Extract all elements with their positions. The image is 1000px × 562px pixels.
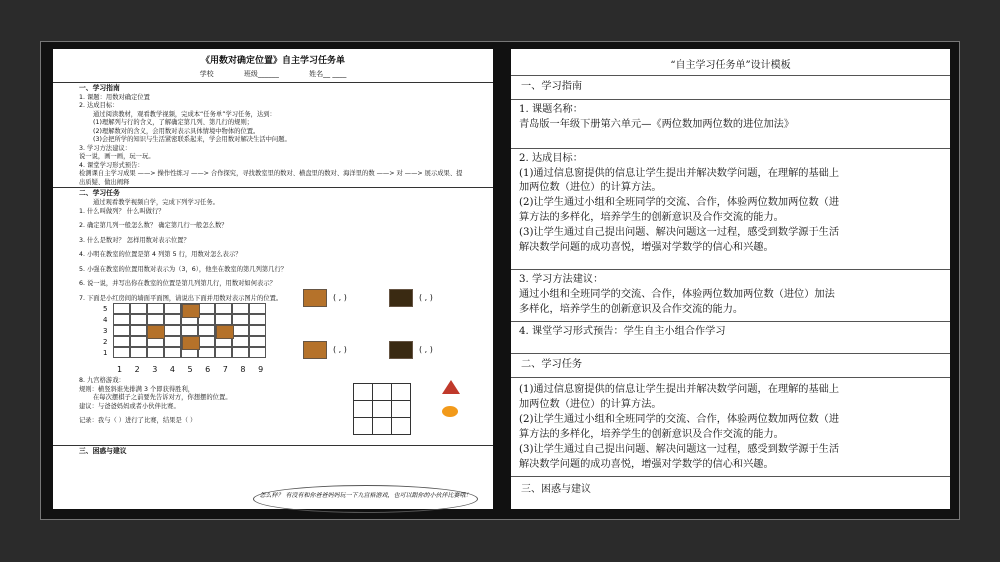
guide-line: 2. 达成目标： [79,102,119,110]
tic-tac-toe-section [53,377,493,437]
grid-cell [164,314,181,325]
method-line: 通过小组和全班同学的交流、合作，体验两位数加两位数（进位）加法 [519,288,835,300]
guide-line: 通过阅读教材，观看教学视频，完成本“任务单”学习任务，达到： [93,110,276,118]
grid-cell [164,325,181,336]
task-line: (3)让学生通过自己提出问题、解决问题这一过程，感受到数学源于生活 [519,443,840,455]
grid-cell [232,314,249,325]
task-line: 5. 小强在教室的位置用数对表示为（3，6），他坐在教室的第几列第几行？ [79,265,288,273]
goal-line: (2)让学生通过小组和全班同学的交流、合作，体验两位数加两位数（进 [519,197,840,209]
grid-cell [147,303,164,314]
guide-line: 1. 课题：用数对确定位置 [79,93,150,101]
task-line: (2)让学生通过小组和全班同学的交流、合作，体验两位数加两位数（进 [519,414,840,426]
picture-4 [389,341,413,359]
right-course-cell [511,100,950,149]
grid-cell [232,325,249,336]
right-method-cell [511,270,950,322]
template-right [511,49,950,509]
picture-2 [389,289,413,307]
left-title: 《用数对确定位置》自主学习任务单 [200,56,345,66]
task-line: 通过观看教学视频自学，完成下列学习任务。 [93,199,219,207]
grid-cell [198,336,215,347]
red-triangle-piece [442,380,460,394]
grid-cell [232,336,249,347]
goal-line: 加两位数（进位）的计算方法。 [519,182,662,194]
grid-cell [198,314,215,325]
class-label: 班级______ [243,70,279,79]
grid-cell [215,347,232,358]
guide-line: 检测课自主学习成果 ——> 操作性练习 ——> 合作探究，寻找教室里的数对、横盘里的数对、海洋里的数 ——> 对 ——> 展示成果、提出质疑、做出阐释 [79,170,463,186]
left-section-tasks: 二、学习任务 [53,187,493,199]
grid-cell [147,347,164,358]
task-line: 解决数学问题的成功喜悦，增强对学数学的信心和兴趣。 [519,458,774,470]
goal-line: (3)让学生通过自己提出问题、解决问题这一过程，感受到数学源于生活 [519,227,840,239]
grid-cell [113,325,130,336]
y-tick: 1 [103,349,108,358]
picture-1 [303,289,327,307]
grid-cell [113,347,130,358]
grid-cell [130,325,147,336]
course-label: 1. 课题名称： [519,103,583,115]
goal-label: 2. 达成目标： [519,152,583,164]
task-line: 1. 什么叫做列？ 什么叫做行？ [79,207,165,215]
right-title: “自主学习任务单”设计模板 [511,49,950,76]
task8-line: 建议：与爸爸妈妈或者小伙伴比赛。 [79,402,180,410]
grid-cell [249,303,266,314]
grid-cell [164,336,181,347]
right-section-tasks: 二、学习任务 [511,354,950,378]
task-line: 加两位数（进位）的计算方法。 [519,399,662,411]
method-line: 多样化，培养学生的创新意识及合作交流的能力。 [519,303,744,315]
right-section-guide: 一、学习指南 [511,76,950,100]
coord-blank: ( , ) [419,293,433,303]
x-axis-ticks: 1 2 3 4 5 6 7 8 9 [117,365,269,375]
task-line: (1)通过信息窗提供的信息让学生提出并解决数学问题，在理解的基础上 [519,384,840,396]
task-line: 算方法的多样化，培养学生的创新意识及合作交流的能力。 [519,429,784,441]
grid-cell [113,336,130,347]
school-label: 学校 [199,70,214,79]
y-tick: 3 [103,327,108,336]
grid-cell [181,325,198,336]
wall-picture [182,304,200,318]
coord-blank: ( , ) [333,293,347,303]
grid-cell [198,347,215,358]
grid-cell [249,314,266,325]
guide-line: (3)会把所学的知识与生活紧密联系起来，学会用数对解决生活中问题。 [93,136,291,144]
wall-picture [216,325,234,339]
task8-line: 在每次摆棋子之前要先告诉对方，你想摆的位置。 [93,394,232,402]
left-section-guide: 一、学习指南 [53,82,493,94]
task-line: 6. 说一说，并写出你在教室的位置是第几列第几行，用数对如何表示？ [79,280,276,288]
grid-cell [130,347,147,358]
grid-cell [198,325,215,336]
grid-cell [215,314,232,325]
left-section-feedback: 三、困惑与建议 [53,445,493,457]
guide-line: (2)理解数对的含义，会用数对表示具体情境中物体的位置。 [93,127,260,135]
task8-line: 规则：横竖斜谁先排满 3 个即获得胜利， [79,385,195,393]
grid-cell [147,314,164,325]
task8-line: 8. 九宫格游戏： [79,377,125,385]
grid-cell [249,336,266,347]
guide-line: 3. 学习方法建议： [79,144,132,152]
grid-cell [232,303,249,314]
grid-cell [232,347,249,358]
grid-cell [113,303,130,314]
guide-line: (1)理解列与行的含义，了解确定第几列、第几行的规则； [93,119,254,127]
y-tick: 4 [103,316,108,325]
course-text: 青岛版一年级下册第六单元—《两位数加两位数的进位加法》 [519,118,795,130]
task-line: 3. 什么是数对？ 怎样用数对表示位置？ [79,236,190,244]
grid-cell [249,325,266,336]
wall-picture [147,325,165,339]
picture-3 [303,341,327,359]
right-section-feedback: 三、困惑与建议 [521,483,591,495]
worksheet-left [53,49,493,509]
grid-cell [164,347,181,358]
grid-cell [130,314,147,325]
left-student-info [53,70,493,79]
task8-line: 记录：我与（ ）进行了比赛，结果是（ ） [79,417,197,425]
method-label: 3. 学习方法建议： [519,273,604,285]
grid-cell [164,303,181,314]
coord-blank: ( , ) [419,345,433,355]
y-tick: 5 [103,305,108,314]
right-tasks-cell [511,378,950,476]
goal-line: (1)通过信息窗提供的信息让学生提出并解决数学问题，在理解的基础上 [519,167,840,179]
task-line: 7. 下面是小红房间的墙面平面图，请说出下面并用数对表示图片的位置。 [79,294,283,302]
grid-cell [249,347,266,358]
grid-cell [130,336,147,347]
grid-cell [130,303,147,314]
wall-picture [182,336,200,350]
goal-line: 解决数学问题的成功喜悦，增强对学数学的信心和兴趣。 [519,242,774,254]
right-goals-cell [511,149,950,270]
grid-cell [113,314,130,325]
name-label: 姓名__ ____ [309,70,347,79]
task-line: 2. 确定第几列一般怎么数？ 确定第几行一般怎么数？ [79,222,228,230]
guide-line: 4. 课堂学习形式预告： [79,161,144,169]
right-preview-cell: 4. 课堂学习形式预告：学生自主小组合作学习 [511,322,950,355]
goal-line: 算方法的多样化，培养学生的创新意识及合作交流的能力。 [519,212,784,224]
task-line: 4. 小明在教室的位置是第 4 列第 5 行，用数对怎么表示？ [79,251,242,259]
grid-cell [198,303,215,314]
guide-line: 说一说，画一画，玩一玩。 [79,153,155,161]
y-tick: 2 [103,338,108,347]
grid-cell [215,303,232,314]
coord-blank: ( , ) [333,345,347,355]
speech-cloud: 怎么样？ 有没有和你爸爸妈妈玩一下九宫格游戏，也可以跟你的小伙伴比赛哦！ [253,485,478,513]
